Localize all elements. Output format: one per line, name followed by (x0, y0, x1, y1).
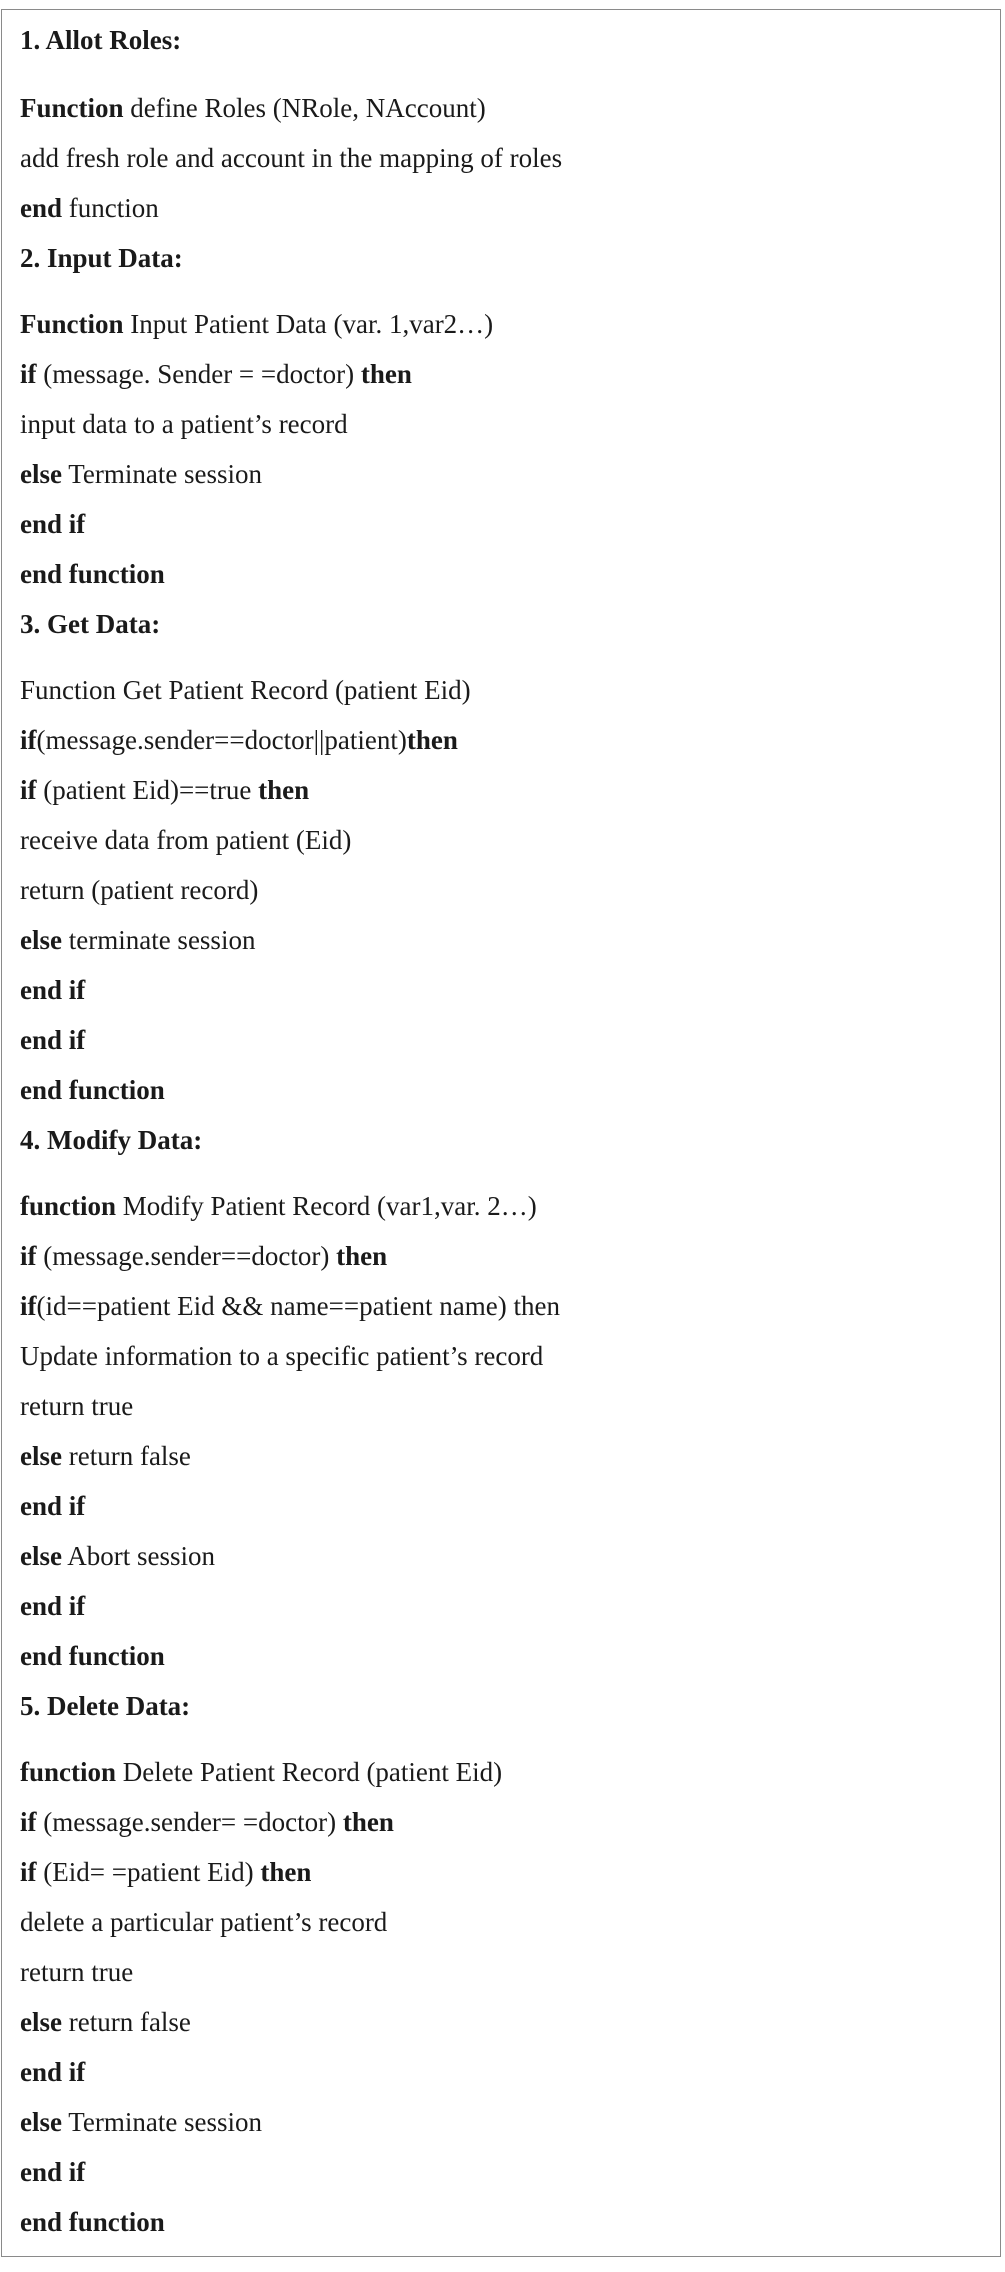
algorithm-line (20, 1124, 202, 1156)
keyword: end if (20, 1491, 86, 1521)
algorithm-line (20, 24, 181, 56)
algorithm-line (20, 1440, 191, 1472)
algorithm-line (20, 774, 309, 806)
algorithm-line (20, 242, 183, 274)
code-text: function (62, 193, 159, 223)
keyword: Function (20, 309, 124, 339)
algorithm-line (20, 558, 165, 590)
keyword: end if (20, 1591, 86, 1621)
keyword: if (20, 775, 37, 805)
algorithm-line (20, 408, 348, 440)
code-text: Delete Patient Record (patient Eid) (116, 1757, 503, 1787)
code-text: Terminate session (61, 459, 263, 489)
algorithm-line (20, 874, 258, 906)
code-text: return false (61, 2007, 191, 2037)
algorithm-line (20, 92, 486, 124)
code-text: (id==patient Eid && name==patient name) then (36, 1291, 561, 1321)
code-text: Function Get Patient Record (patient Eid) (20, 675, 471, 705)
algorithm-line (20, 2206, 165, 2238)
code-text: Input Patient Data (var. 1,var2…) (123, 309, 494, 339)
algorithm-line (20, 308, 493, 340)
algorithm-line (20, 1490, 85, 1522)
algorithm-line (20, 1290, 560, 1322)
algorithm-line (20, 1390, 133, 1422)
algorithm-line (20, 1856, 311, 1888)
algorithm-line (20, 1190, 537, 1222)
keyword: 2. Input Data: (20, 243, 183, 273)
keyword: 4. Modify Data: (20, 1125, 203, 1155)
algorithm-line (20, 674, 471, 706)
algorithm-line (20, 192, 159, 224)
keyword: else (20, 1541, 62, 1571)
algorithm-line (20, 458, 262, 490)
algorithm-line (20, 1590, 85, 1622)
keyword: then (360, 359, 412, 389)
keyword: else (20, 2007, 62, 2037)
algorithm-line (20, 824, 351, 856)
keyword: if (20, 1807, 37, 1837)
algorithm-line (20, 1074, 165, 1106)
algorithm-line (20, 1690, 190, 1722)
code-text: Update information to a specific patient’s record (20, 1341, 544, 1371)
keyword: end if (20, 975, 86, 1005)
algorithm-line (20, 1640, 165, 1672)
code-text: return true (20, 1391, 134, 1421)
code-text: input data to a patient’s record (20, 409, 348, 439)
keyword: 3. Get Data: (20, 609, 161, 639)
code-text: (message.sender= =doctor) (36, 1807, 343, 1837)
algorithm-line (20, 1240, 387, 1272)
code-text: receive data from patient (Eid) (20, 825, 352, 855)
keyword: end function (20, 2207, 165, 2237)
code-text: Abort session (61, 1541, 215, 1571)
code-text: (message.sender==doctor) (36, 1241, 337, 1271)
keyword: else (20, 1441, 62, 1471)
keyword: else (20, 459, 62, 489)
algorithm-line (20, 608, 160, 640)
keyword: Function (20, 93, 124, 123)
keyword: end function (20, 559, 165, 589)
keyword: function (20, 1757, 117, 1787)
code-text: add fresh role and account in the mapping of roles (20, 143, 563, 173)
algorithm-line (20, 508, 85, 540)
keyword: if (20, 1857, 37, 1887)
algorithm-line (20, 1756, 502, 1788)
keyword: end if (20, 2157, 86, 2187)
keyword: then (406, 725, 458, 755)
code-text: define Roles (NRole, NAccount) (123, 93, 486, 123)
keyword: else (20, 925, 62, 955)
algorithm-line (20, 2056, 85, 2088)
keyword: end if (20, 509, 86, 539)
algorithm-line (20, 2006, 191, 2038)
keyword: end function (20, 1641, 165, 1671)
code-text: return true (20, 1957, 134, 1987)
algorithm-line (20, 1906, 387, 1938)
algorithm-line (20, 358, 412, 390)
code-text: (message.sender==doctor||patient) (36, 725, 407, 755)
algorithm-line (20, 924, 255, 956)
keyword: if (20, 725, 37, 755)
algorithm-line (20, 142, 562, 174)
keyword: 1. Allot Roles: (20, 25, 182, 55)
keyword: if (20, 1291, 37, 1321)
code-text: Terminate session (61, 2107, 263, 2137)
keyword: if (20, 359, 37, 389)
keyword: end if (20, 2057, 86, 2087)
algorithm-line (20, 1806, 394, 1838)
code-text: return false (61, 1441, 191, 1471)
keyword: end if (20, 1025, 86, 1055)
code-text: delete a particular patient’s record (20, 1907, 388, 1937)
algorithm-line (20, 1340, 543, 1372)
keyword: else (20, 2107, 62, 2137)
keyword: function (20, 1191, 117, 1221)
keyword: 5. Delete Data: (20, 1691, 191, 1721)
code-text: return (patient record) (20, 875, 259, 905)
code-text: (Eid= =patient Eid) (36, 1857, 261, 1887)
keyword: then (336, 1241, 388, 1271)
algorithm-line (20, 1540, 215, 1572)
code-text: terminate session (61, 925, 256, 955)
keyword: end (20, 193, 63, 223)
keyword: then (260, 1857, 312, 1887)
algorithm-line (20, 1024, 85, 1056)
keyword: end function (20, 1075, 165, 1105)
keyword: then (342, 1807, 394, 1837)
code-text: Modify Patient Record (var1,var. 2…) (116, 1191, 537, 1221)
algorithm-line (20, 974, 85, 1006)
algorithm-line (20, 724, 458, 756)
algorithm-line (20, 1956, 133, 1988)
keyword: if (20, 1241, 37, 1271)
algorithm-line (20, 2156, 85, 2188)
algorithm-line (20, 2106, 262, 2138)
code-text: (message. Sender = =doctor) (36, 359, 361, 389)
keyword: then (258, 775, 310, 805)
code-text: (patient Eid)==true (36, 775, 259, 805)
